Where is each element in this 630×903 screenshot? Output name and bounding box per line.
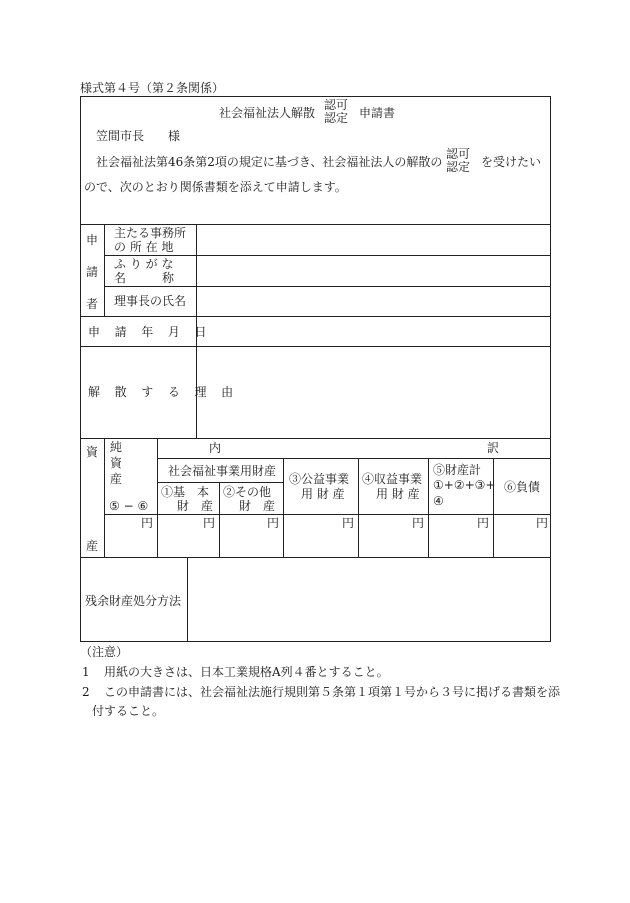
body-text-line1: 社会福祉法第46条第2項の規定に基づき、社会福祉法人の解散の [96,155,443,169]
chair-label: 理事長の氏名 [114,294,187,308]
office-label-line2: の 所 在 地 [114,240,174,254]
unit-yen: 円 [342,516,355,530]
title-option-permission: 認可 [324,98,349,112]
furigana-label: ふ り が な [114,257,174,271]
public-property-line2: 用 財 産 [301,487,345,501]
rule [283,458,284,558]
body-option-stack [446,148,470,174]
table-border-right [550,96,551,642]
rule [187,557,188,642]
rule [80,224,551,225]
name-value[interactable] [204,264,544,278]
other-property-line1: ②その他 [223,485,272,499]
rule [157,458,551,459]
application-date-label: 申 請 年 月 日 [88,325,212,339]
body-text-line1-end: を受けたい [481,155,542,169]
title-prefix: 社会福祉法人解散 [219,106,316,120]
assets-label-top: 資 [86,445,99,459]
unit-yen: 円 [203,516,216,530]
unit-yen: 円 [536,516,549,530]
rule [80,557,551,558]
rule [104,255,551,256]
unit-yen: 円 [412,516,425,530]
welfare-property-header: 社会福祉事業用財産 [168,464,277,478]
rule [104,286,551,287]
chair-value[interactable] [204,295,544,309]
applicant-group-char-3: 者 [86,297,99,311]
note-1-number: 1 [82,665,90,679]
total-property-line3: ④ [433,494,444,508]
net-assets-char-1: 純 [110,440,123,454]
form-number: 様式第４号（第２条関係） [80,81,225,95]
rule [104,224,105,317]
note-2-text-line1: この申請書には、社会福祉法施行規則第５条第１項第１号から３号に掲げる書類を添 [104,685,561,699]
title-suffix: 申請書 [359,106,396,120]
rule [80,316,551,317]
total-property-line2: ①+②+③+ [433,478,496,492]
table-border-top [80,96,551,97]
residual-property-label: 残余財産処分方法 [85,594,182,608]
addressee: 笠間市長 様 [96,129,181,143]
rule [157,482,283,483]
rule [157,438,158,558]
rule [80,346,551,347]
rule [428,458,429,558]
title-option-stack [324,99,348,125]
assets-label-bottom: 産 [86,539,99,553]
table-border-left [80,96,81,642]
body-option-certification: 認定 [446,160,471,174]
body-text-line2: ので、次のとおり関係書類を添えて申請します。 [84,180,347,194]
unit-yen: 円 [267,516,280,530]
office-value[interactable] [204,234,544,248]
note-1-text: 用紙の大きさは、日本工業規格A列４番とすること。 [104,665,389,679]
dissolution-reason-label: 解 散 す る 理 由 [88,385,239,399]
net-assets-formula: ⑤ − ⑥ [109,499,149,513]
basic-property-line1: ①基 本 [161,485,210,499]
debt-header: ⑥負債 [504,480,541,494]
basic-property-line2: 財 産 [177,499,214,513]
rule [104,438,105,558]
total-property-line1: ⑤財産計 [433,463,482,477]
name-label: 名 称 [114,271,175,285]
revenue-property-line1: ④収益事業 [362,472,423,486]
other-property-line2: 財 産 [239,499,276,513]
public-property-line1: ③公益事業 [289,472,350,486]
rule [104,514,551,515]
note-2-text-line2: 付すること。 [92,704,165,718]
rule [80,438,551,439]
revenue-property-line2: 用 財 産 [376,487,420,501]
breakdown-label-left: 内 [209,441,222,455]
rule [219,482,220,558]
note-2-number: 2 [82,685,90,699]
unit-yen: 円 [141,516,154,530]
notes-heading: （注意） [80,645,129,659]
office-label-line1: 主たる事務所 [114,226,187,240]
table-border-bottom [80,641,551,642]
net-assets-char-3: 産 [110,472,123,486]
title-option-certification: 認定 [324,111,349,125]
breakdown-label-right: 訳 [487,441,500,455]
rule [493,458,494,558]
applicant-group-char-1: 申 [86,233,99,247]
net-assets-char-2: 資 [110,456,123,470]
unit-yen: 円 [477,516,490,530]
body-option-permission: 認可 [446,147,471,161]
applicant-group-char-2: 請 [86,265,99,279]
rule [358,458,359,558]
